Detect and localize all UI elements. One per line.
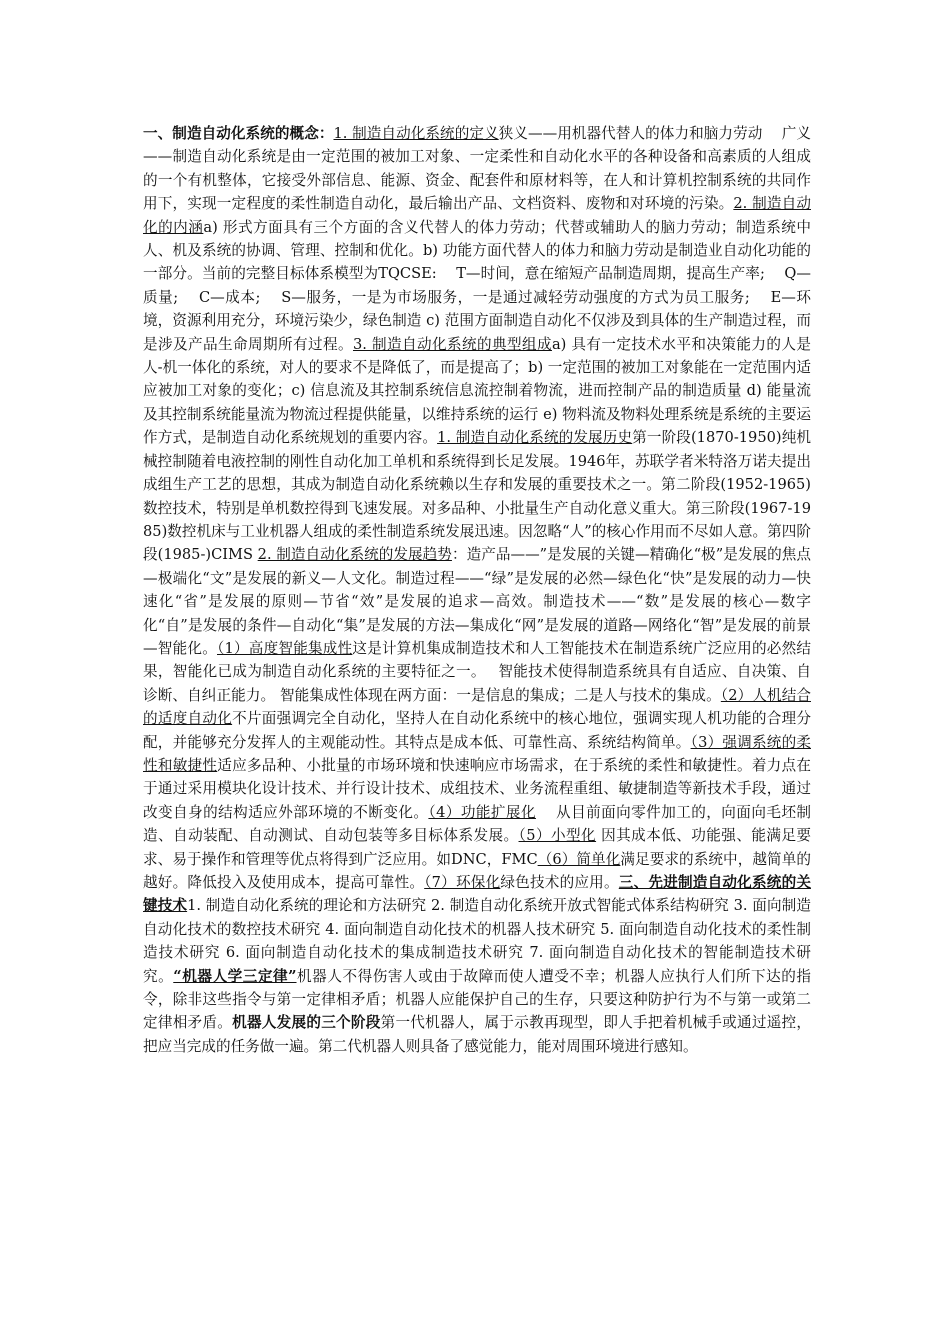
body-text: 满足要求的系统中，越简单的越好。降低投入及使用成本，提高可靠性。 <box>143 850 811 891</box>
body-text: 第一代机器人，属于示教再现型，即人手把着机械手或通过遥控，把应当完成的任务做一遍。第二代机器人则具备了感觉能力，能对周围环境进行感知。 <box>143 1014 811 1055</box>
body-text: 从目前面向零件加工的，向面向毛坯制造、自动装配、自动测试、自动包装等多目标体系发展。 <box>143 803 811 845</box>
section-heading: （5）小型化 <box>518 827 597 845</box>
section-heading: （1）高度智能集成性 <box>217 639 353 657</box>
section-heading: 三、先进制造自动化系统的关键技术 <box>143 874 811 915</box>
section-heading: 1. 制造自动化系统的定义 <box>333 125 499 142</box>
section-heading: （2）人机结合的适度自动化 <box>143 686 811 728</box>
section-heading: 2. 制造自动化系统的发展趋势 <box>257 546 452 564</box>
section-heading: 3. 制造自动化系统的典型组成 <box>353 335 552 353</box>
body-text: 第一阶段(1870-1950)纯机械控制随着电液控制的刚性自动化加工单机和系统得到长足发展。1946年，苏联学者米特洛万诺夫提出成组生产工艺的思想，其成为制造自动化系统赖以生存和发展的重要技术之一。第二阶段(1952-1965)数控技术，特别是单机数控得到飞速发展。对多品种、小批量生产自动化意义重大。第三阶段(1967-1985)数控机床与工业机器人组成的柔性制造系统发展迅速。因忽略“人”的核心作用而不尽如人意。第四阶段(1985-)CIMS <box>143 429 811 564</box>
section-heading: （7）环保化 <box>424 874 501 891</box>
body-text: 适应多品种、小批量的市场环境和快速响应市场需求，在于系统的柔性和敏捷性。着力点在于通过采用模块化设计技术、并行设计技术、成组技术、业务流程重组、敏捷制造等新技术手段，通过改变自身的结构适应外部环境的不断变化。 <box>143 756 811 821</box>
body-text: 因其成本低、功能强、能满足要求、易于操作和管理等优点将得到广泛应用。如DNC，FMC <box>143 827 811 868</box>
body-text: 绿色技术的应用。 <box>500 874 619 891</box>
section-heading: （6）简单化 <box>537 850 621 868</box>
bold-heading: 一、制造自动化系统的概念： <box>143 125 334 142</box>
section-heading: （3）强调系统的柔性和敏捷性 <box>143 733 811 774</box>
bold-heading: 机器人发展的三个阶段 <box>232 1014 381 1032</box>
body-text: 1. 制造自动化系统的理论和方法研究 2. 制造自动化系统开放式智能式体系结构研究 3. 面向制造自动化技术的数控技术研究 4. 面向制造自动化技术的机器人技术研究 5. 面向制造自动化技术的柔性制造技术研究 6. 面向制造自动化技术的集成制造技术研究 7. 面向制造自动化技术的智能制造技术研究。 <box>143 897 811 985</box>
section-heading: “机器人学三定律” <box>173 967 297 985</box>
body-text: 机器人不得伤害人或由于故障而使人遭受不幸；机器人应执行人们所下达的指令，除非这些指令与第一定律相矛盾；机器人应能保护自己的生存，只要这种防护行为不与第一或第二定律相矛盾。 <box>143 967 811 1032</box>
section-heading: 2. 制造自动化的内涵 <box>143 195 811 236</box>
section-heading: 1. 制造自动化系统的发展历史 <box>437 429 633 447</box>
section-heading: （4）功能扩展化 <box>428 803 536 821</box>
body-text: ：造产品——”是发展的关键—精确化“极”是发展的焦点—极端化“文”是发展的新义—人文化。制造过程——“绿”是发展的必然—绿色化“快”是发展的动力—快速化“省”是发展的原则—节省“效”是发展的追求—高效。制造技术——“数”是发展的核心—数字化“自”是发展的条件—自动化“集”是发展的方法—集成化“网”是发展的道路—网络化“智”是发展的前景—智能化。 <box>143 546 811 657</box>
body-text: a) 形式方面具有三个方面的含义代替人的体力劳动；代替或辅助人的脑力劳动；制造系统中人、机及系统的协调、管理、控制和优化。b) 功能方面代替人的体力和脑力劳动是制造业自动化功能的一部分。当前的完整目标体系模型为TQCSE: T—时间，意在缩短产品制造周期，提高生产率; Q—质量; C—成本; S—服务，一是为市场服务，一是通过减轻劳动强度的方式为员工服务; E—环境，资源利用充分，环境污染少，绿色制造 c) 范围方面制造自动化不仅涉及到具体的生产制造过程，而是涉及产品生命周期所有过程。 <box>143 218 811 353</box>
body-text: 这是计算机集成制造技术和人工智能技术在制造系统广泛应用的必然结果，智能化已成为制造自动化系统的主要特征之一。 智能技术使得制造系统具有自适应、自决策、自诊断、自纠正能力。 智能集成性体现在两方面：一是信息的集成；二是人与技术的集成。 <box>143 639 811 704</box>
document-body <box>143 122 811 1058</box>
body-text: 狭义——用机器代替人的体力和脑力劳动 广义——制造自动化系统是由一定范围的被加工对象、一定柔性和自动化水平的各种设备和高素质的人组成的一个有机整体，它接受外部信息、能源、资金、配套件和原材料等，在人和计算机控制系统的共同作用下，实现一定程度的柔性制造自动化，最后输出产品、文档资料、废物和对环境的污染。 <box>143 125 811 213</box>
body-text: a) 具有一定技术水平和决策能力的人是人-机一体化的系统，对人的要求不是降低了，而是提高了；b) 一定范围的被加工对象能在一定范围内适应被加工对象的变化；c) 信息流及其控制系统信息流控制着物流，进而控制产品的制造质量 d) 能量流及其控制系统能量流为物流过程提供能量，以维持系统的运行 e) 物料流及物料处理系统是系统的主要运作方式，是制造自动化系统规划的重要内容。 <box>143 335 811 447</box>
body-text: 不片面强调完全自动化，坚持人在自动化系统中的核心地位，强调实现人机功能的合理分配，并能够充分发挥人的主观能动性。其特点是成本低、可靠性高、系统结构简单。 <box>143 710 811 751</box>
